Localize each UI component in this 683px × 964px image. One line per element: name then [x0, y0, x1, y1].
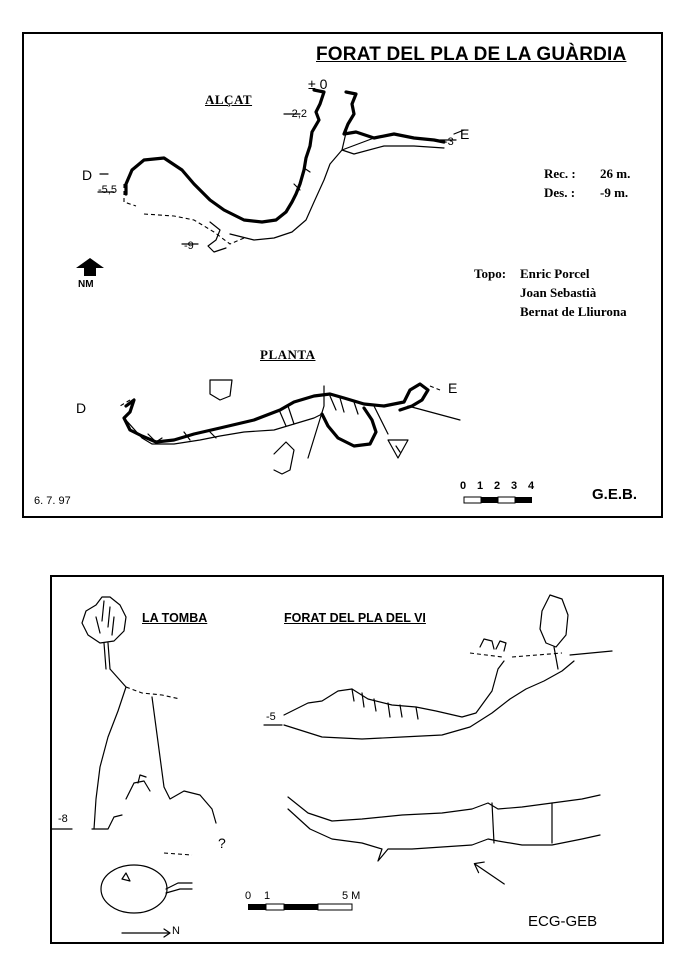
- survey-sheet-forat-del-pla-de-la-guardia: [22, 32, 663, 518]
- surveyor-3: Bernat de Lliurona: [520, 304, 627, 319]
- tree-right-icon: [540, 595, 568, 647]
- la-tomba-right-wall: [152, 697, 216, 823]
- depth-label-minus-9: -9: [184, 240, 194, 252]
- question-mark-label: ?: [218, 835, 226, 851]
- north-marker-label: NM: [78, 279, 94, 290]
- la-tomba-left-wall: [94, 669, 126, 829]
- plan-chamber: [322, 408, 376, 446]
- bottom-drawings: [52, 577, 662, 942]
- scale-tick-1: 1: [477, 480, 484, 492]
- point-label-e-elevation: E: [460, 126, 470, 142]
- depth-label-minus-2-2: -2,2: [288, 108, 307, 120]
- depth-label-minus-3: -3: [444, 136, 454, 148]
- credit-label: ECG-GEB: [528, 913, 598, 930]
- point-label-d-elevation: D: [82, 167, 93, 183]
- scale2-tick-1: 1: [264, 890, 271, 902]
- scale-segment-1: [464, 497, 481, 503]
- survey-date: 6. 7. 97: [34, 495, 71, 507]
- survey-title: FORAT DEL PLA DE LA GUÀRDIA: [316, 44, 627, 65]
- plan-view-drawing: [24, 34, 661, 516]
- depth-label-la-tomba: -8: [58, 813, 68, 825]
- plan-side-passage: [210, 380, 232, 400]
- point-label-d-plan: D: [76, 400, 87, 416]
- depth-label-minus-5-5: -5,5: [98, 184, 117, 196]
- plan-heading: PLANTA: [260, 347, 316, 362]
- north-arrow-left-icon: [122, 929, 170, 937]
- depth-label: Des. :: [544, 185, 576, 200]
- plan-cross-section: [274, 442, 294, 474]
- pla-del-vi-ceiling: [284, 661, 504, 717]
- scale2-segment-2: [266, 904, 284, 910]
- scale2-tick-5m: 5 M: [342, 890, 361, 902]
- scale-tick-2: 2: [494, 480, 501, 492]
- length-value: 26 m.: [600, 166, 631, 181]
- bushes-icon: [480, 639, 506, 651]
- north-arrow-right-icon: [472, 858, 509, 885]
- scale-tick-4: 4: [528, 480, 535, 492]
- scale2-segment-3: [284, 904, 318, 910]
- pla-del-vi-plan-north: [288, 795, 600, 821]
- scale-segment-4: [515, 497, 532, 503]
- pla-del-vi-floor: [284, 661, 574, 739]
- depth-label-pla-del-vi: -5: [266, 711, 276, 723]
- scale2-tick-0: 0: [245, 890, 252, 902]
- cave-title-la-tomba: LA TOMBA: [142, 611, 208, 625]
- pla-del-vi-plan-south: [288, 809, 600, 861]
- plan-slope-symbol: [388, 440, 408, 458]
- plan-wall-north: [124, 384, 428, 442]
- scale-tick-0: 0: [460, 480, 467, 492]
- length-label: Rec. :: [544, 166, 576, 181]
- point-label-e-plan: E: [448, 380, 458, 396]
- depth-value: -9 m.: [600, 185, 629, 200]
- scale-segment-3: [498, 497, 515, 503]
- scale-tick-3: 3: [511, 480, 518, 492]
- depth-label-zero: ± 0: [308, 76, 328, 92]
- group-credit: G.E.B.: [592, 486, 638, 503]
- surveyor-2: Joan Sebastià: [520, 285, 597, 300]
- scale2-segment-1: [248, 904, 266, 910]
- la-tomba-plan: [101, 865, 167, 913]
- cave-title-forat-del-pla-del-vi: FORAT DEL PLA DEL VI: [284, 611, 426, 625]
- scale2-segment-4: [318, 904, 352, 910]
- elevation-heading: ALÇAT: [205, 92, 253, 107]
- topo-label: Topo:: [474, 266, 507, 281]
- surveyor-1: Enric Porcel: [520, 266, 590, 281]
- scale-segment-2: [481, 497, 498, 503]
- north-label-left: N: [172, 925, 180, 937]
- survey-sheet-la-tomba-and-forat-del-pla-del-vi: [50, 575, 664, 944]
